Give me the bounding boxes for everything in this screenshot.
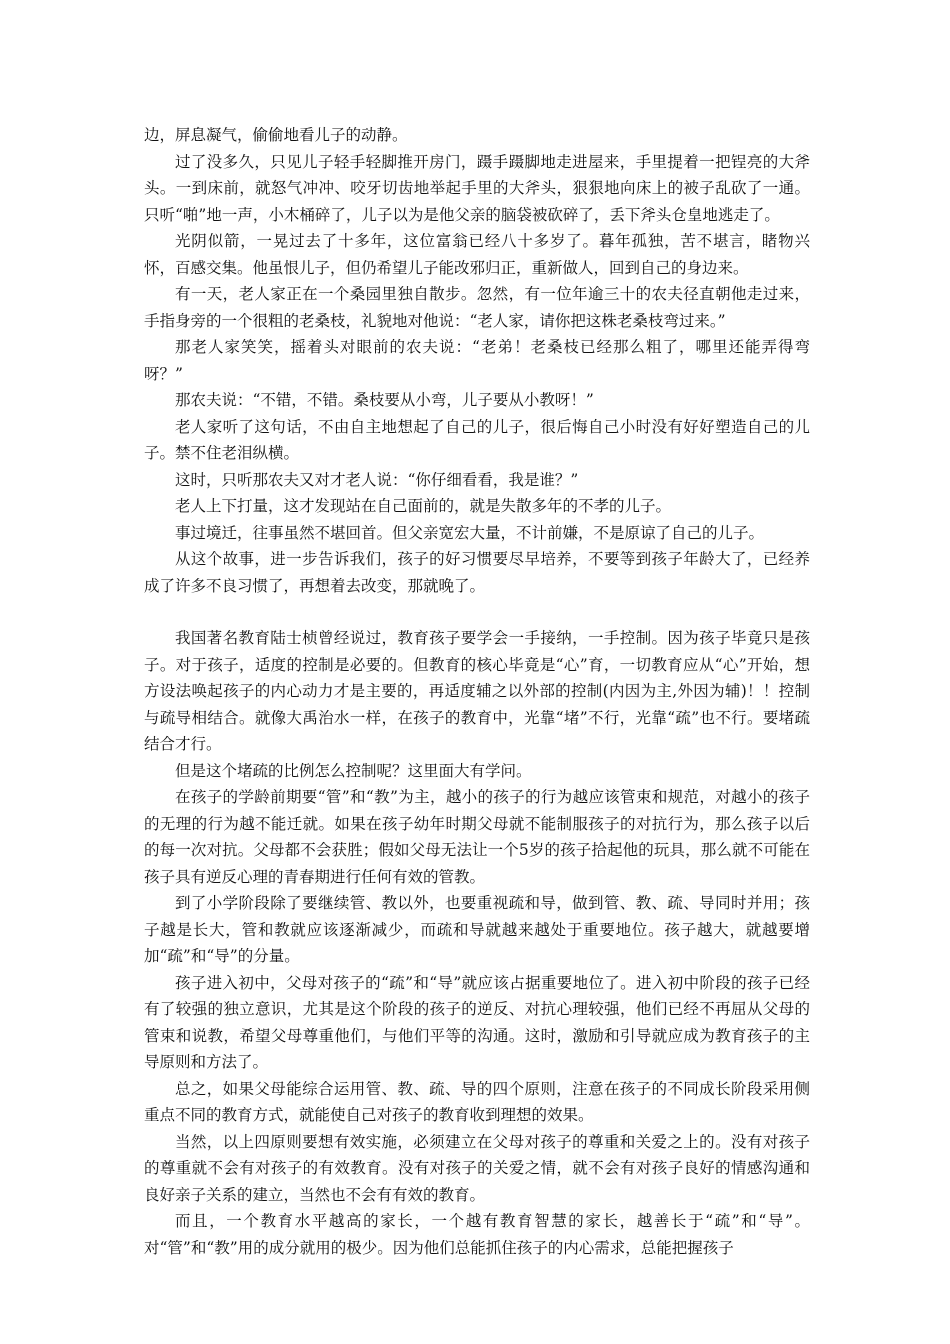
story-paragraph: 老人上下打量，这才发现站在自己面前的，就是失散多年的不孝的儿子。	[175, 497, 672, 515]
story-paragraph: 边，屏息凝气，偷偷地看儿子的动静。	[144, 126, 408, 144]
essay-paragraph: 总之，如果父母能综合运用管、教、疏、导的四个原则，注意在孩子的不同成长阶段采用侧重点不同的教育方式，就能使自己对孩子的教育收到理想的效果。	[144, 1079, 810, 1124]
story-paragraph: 事过境迁，往事虽然不堪回首。但父亲宽宏大量，不计前嫌，不是原谅了自己的儿子。	[175, 523, 765, 542]
story-paragraph: 从这个故事，进一步告诉我们，孩子的好习惯要尽早培养，不要等到孩子年龄大了，已经养成了许多不良习惯了，再想着去改变，那就晚了。	[144, 550, 810, 595]
essay-paragraph: 孩子进入初中，父母对孩子的“疏”和“导”就应该占据重要地位了。进入初中阶段的孩子已经有了较强的独立意识，尤其是这个阶段的孩子的逆反、对抗心理较强，他们已经不再屈从父母的管束和说教，希望父母尊重他们，与他们平等的沟通。这时，激励和引导就应成为教育孩子的主导原则和方法了。	[144, 973, 810, 1071]
document-body	[144, 122, 810, 1261]
story-paragraph: 过了没多久，只见儿子轻手轻脚推开房门，蹑手蹑脚地走进屋来，手里提着一把锃亮的大斧头。一到床前，就怒气冲冲、咬牙切齿地举起手里的大斧头，狠狠地向床上的被子乱砍了一通。只听“啪”地一声，小木桶碎了，儿子以为是他父亲的脑袋被砍碎了，丢下斧头仓皇地逃走了。	[144, 152, 810, 224]
essay-paragraph: 当然，以上四原则要想有效实施，必须建立在父母对孩子的尊重和关爱之上的。没有对孩子的尊重就不会有对孩子的有效教育。没有对孩子的关爱之情，就不会有对孩子良好的情感沟通和良好亲子关系的建立，当然也不会有有效的教育。	[144, 1132, 810, 1204]
story-paragraph: 有一天，老人家正在一个桑园里独自散步。忽然，有一位年逾三十的农夫径直朝他走过来，手指身旁的一个很粗的老桑枝，礼貌地对他说：“老人家，请你把这株老桑枝弯过来。”	[144, 285, 810, 330]
story-paragraph: 老人家听了这句话，不由自主地想起了自己的儿子，很后悔自己小时没有好好塑造自己的儿子。禁不住老泪纵横。	[144, 417, 810, 462]
essay-paragraph: 我国著名教育陆士桢曾经说过，教育孩子要学会一手接纳，一手控制。因为孩子毕竟只是孩子。对于孩子，适度的控制是必要的。但教育的核心毕竟是“心”育，一切教育应从“心”开始，想方设法唤起孩子的内心动力才是主要的，再适度辅之以外部的控制(内因为主,外因为辅)！！控制与疏导相结合。就像大禹治水一样，在孩子的教育中，光靠“堵”不行，光靠“疏”也不行。要堵疏结合才行。	[144, 629, 810, 753]
story-paragraph: 光阴似箭，一晃过去了十多年，这位富翁已经八十多岁了。暮年孤独，苦不堪言，睹物兴怀，百感交集。他虽恨儿子，但仍希望儿子能改邪归正，重新做人，回到自己的身边来。	[144, 232, 810, 277]
story-paragraph: 那农夫说：“不错，不错。桑枝要从小弯，儿子要从小教呀！”	[175, 391, 594, 409]
story-paragraph: 那老人家笑笑，摇着头对眼前的农夫说：“老弟！老桑枝已经那么粗了，哪里还能弄得弯呀？”	[144, 338, 810, 383]
essay-paragraph: 在孩子的学龄前期要“管”和“教”为主，越小的孩子的行为越应该管束和规范，对越小的孩子的无理的行为越不能迁就。如果在孩子幼年时期父母就不能制服孩子的对抗行为，那么孩子以后的每一次对抗。父母都不会获胜；假如父母无法让一个5岁的孩子拾起他的玩具，那么就不可能在孩子具有逆反心理的青春期进行任何有效的管教。	[144, 788, 810, 886]
story-paragraph: 这时，只听那农夫又对才老人说：“你仔细看看，我是谁？”	[175, 470, 579, 489]
essay-paragraph: 到了小学阶段除了要继续管、教以外，也要重视疏和导，做到管、教、疏、导同时并用；孩子越是长大，管和教就应该逐渐减少，而疏和导就越来越处于重要地位。孩子越大，就越要增加“疏”和“导”的分量。	[144, 894, 810, 965]
section-gap	[144, 599, 810, 625]
essay-paragraph: 但是这个堵疏的比例怎么控制呢？这里面大有学问。	[175, 761, 532, 780]
essay-paragraph: 而且，一个教育水平越高的家长，一个越有教育智慧的家长，越善长于“疏”和“导”。对“管”和“教”用的成分就用的极少。因为他们总能抓住孩子的内心需求，总能把握孩子	[144, 1212, 810, 1257]
